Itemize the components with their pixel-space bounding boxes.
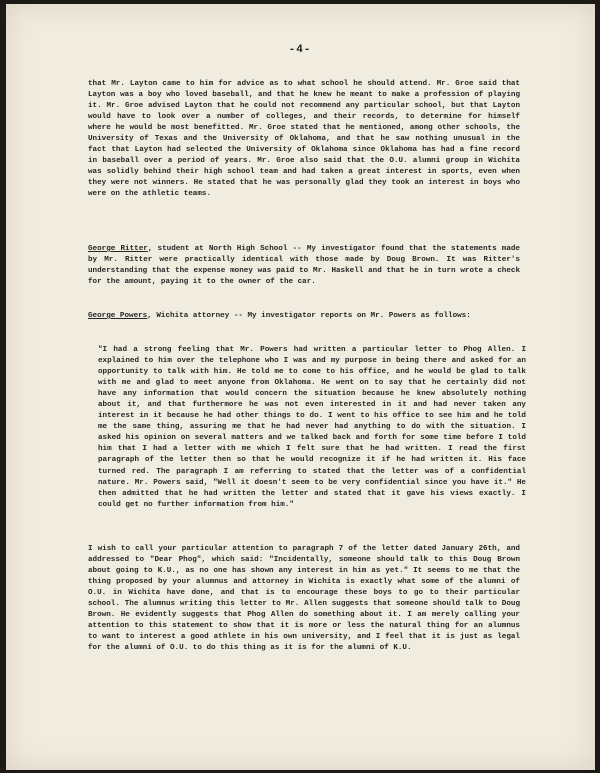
paragraph-body-powers: , Wichita attorney -- My investigator reports on Mr. Powers as follows:: [147, 312, 471, 320]
paragraph-george-powers: [88, 311, 520, 322]
speaker-name-powers: George Powers: [88, 312, 148, 320]
paragraph-body-ritter: , student at North High School -- My investigator found that the statements made by Mr. Ritter were practically identical with those made by Doug Brown. It was Ritter's understanding that the expense money was paid to Mr. Haskell and that he in turn wrote a check for the amount, paying it to the owner of the car.: [88, 245, 520, 287]
investigator-quote: "I had a strong feeling that Mr. Powers had written a particular letter to Phog Allen. I explained to him over the telephone who I was and my purpose in being there and asked for an opportunity to talk with him. He told me to come to his office, and he would be glad to talk with me and glad to meet anyone from Oklahoma. He went on to say that he certainly did not have any information that would concern the situation because he knew absolutely nothing about it, and that furthermore he was not even interested in it and had never taken any interest in it because he had other things to do. I went to his office to see him and he told me the same thing, assuring me that he had never had anything to do with the situation. I asked his opinion on several matters and we talked back and forth for some time before I told him that I had a letter with me which I felt sure that he had written. I read the first paragraph of the letter then so that he would recognize it if he had written it. His face turned red. The paragraph I am referring to stated that the letter was of a confidential nature. Mr. Powers said, "Well it doesn't seem to be very confidential since you have it." He then admitted that he had written the letter and stated that it gave his views exactly. I could get no further information from him.": [98, 346, 526, 509]
paragraph-letter-attention: I wish to call your particular attention to paragraph 7 of the letter dated January 26th, and addressed to "Dear Phog", which said: "Incidentally, someone should talk to this Doug Brown about going to K.U., as no one has shown any interest in him as yet." It seems to me that the thing proposed by your alumnus and attorney in Wichita is exactly what some of the alumni of O.U. in Wichita have done, and that is to encourage these boys to go to their particular school. The alumnus writing this letter to Mr. Allen suggests that someone should talk to Doug Brown. He evidently suggests that Phog Allen do something about it. I am merely calling your attention to this statement to show that it is more or less the natural thing for an alumnus to want to interest a good athlete in his own university, and I feel that it is just as legal for the alumni of O.U. to do this thing as it is for the alumni of K.U.: [88, 545, 520, 653]
paragraph-george-ritter: [88, 244, 520, 288]
page-number: -4-: [288, 44, 312, 56]
speaker-name-ritter: George Ritter: [88, 245, 148, 253]
paragraph-groe-layton: that Mr. Layton came to him for advice as to what school he should attend. Mr. Groe said that Layton was a boy who loved baseball, and that he knew he meant to make a profession of playing it. Mr. Groe advised Layton that he could not recommend any particular school, but that Layton would have to look over a number of colleges, and their records, to determine for himself where he would be most benefitted. Mr. Groe stated that he mentioned, among other schools, the University of Texas and the University of Oklahoma, and that he saw nothing unusual in the fact that Layton had selected the University of Oklahoma since Oklahoma has had a fine record in baseball over a period of years. Mr. Groe also said that the O.U. alumni group in Wichita was solidly behind their high school team and had taken a great interest in sports, even when they were not winners. He stated that he was personally glad they took an interest in boys who were on the athletic teams.: [88, 80, 520, 199]
